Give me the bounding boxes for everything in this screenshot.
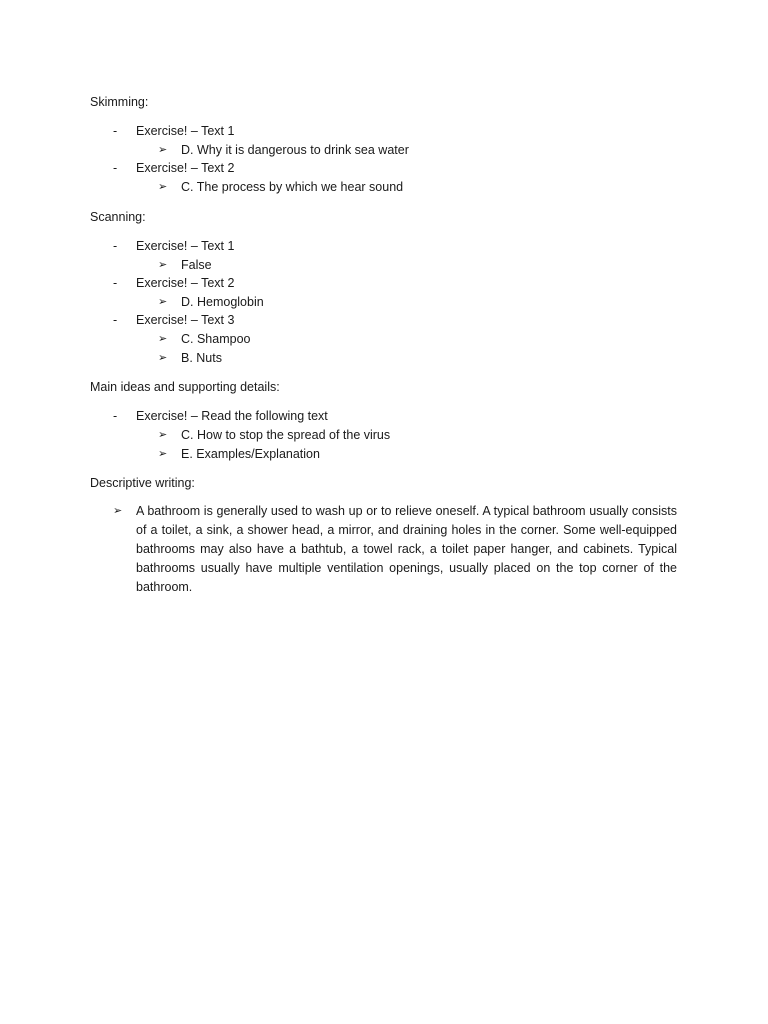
- exercise-label: Exercise! – Text 2: [136, 161, 235, 175]
- arrow-bullet-icon: ➢: [158, 429, 168, 441]
- exercise-label: Exercise! – Text 3: [136, 313, 235, 327]
- arrow-bullet-icon: ➢: [113, 505, 123, 517]
- exercise-label: Exercise! – Read the following text: [136, 409, 328, 423]
- answer-text: False: [181, 258, 212, 272]
- dash-bullet: -: [113, 313, 118, 327]
- dash-bullet: -: [113, 276, 118, 290]
- descriptive-paragraph: A bathroom is generally used to wash up or to relieve oneself. A typical bathroom usually consists of a toilet, a sink, a shower head, a mirror, and draining holes in the corner. Some well-equipped bathrooms may also have a bathtub, a towel rack, a toilet paper hanger, and cabinets. Typical bathrooms usually have multiple ventilation openings, usually placed on the top corner of the bathroom.: [136, 504, 677, 594]
- exercise-label: Exercise! – Text 1: [136, 239, 235, 253]
- arrow-bullet-icon: ➢: [158, 333, 168, 345]
- arrow-bullet-icon: ➢: [158, 144, 168, 156]
- answer-text: C. How to stop the spread of the virus: [181, 428, 391, 442]
- answer-text: B. Nuts: [181, 351, 222, 365]
- arrow-bullet-icon: ➢: [158, 352, 168, 364]
- arrow-bullet-icon: ➢: [158, 259, 168, 271]
- answer-text: D. Why it is dangerous to drink sea water: [181, 143, 409, 157]
- section-heading-main-ideas: Main ideas and supporting details:: [90, 380, 280, 394]
- dash-bullet: -: [113, 409, 118, 423]
- exercise-label: Exercise! – Text 1: [136, 124, 235, 138]
- exercise-label: Exercise! – Text 2: [136, 276, 235, 290]
- answer-text: E. Examples/Explanation: [181, 447, 320, 461]
- arrow-bullet-icon: ➢: [158, 181, 168, 193]
- answer-text: C. The process by which we hear sound: [181, 180, 404, 194]
- section-heading-skimming: Skimming:: [90, 95, 149, 109]
- section-heading-scanning: Scanning:: [90, 210, 146, 224]
- dash-bullet: -: [113, 161, 118, 175]
- section-heading-descriptive: Descriptive writing:: [90, 476, 195, 490]
- dash-bullet: -: [113, 239, 118, 253]
- answer-text: C. Shampoo: [181, 332, 251, 346]
- arrow-bullet-icon: ➢: [158, 296, 168, 308]
- answer-text: D. Hemoglobin: [181, 295, 264, 309]
- arrow-bullet-icon: ➢: [158, 448, 168, 460]
- dash-bullet: -: [113, 124, 118, 138]
